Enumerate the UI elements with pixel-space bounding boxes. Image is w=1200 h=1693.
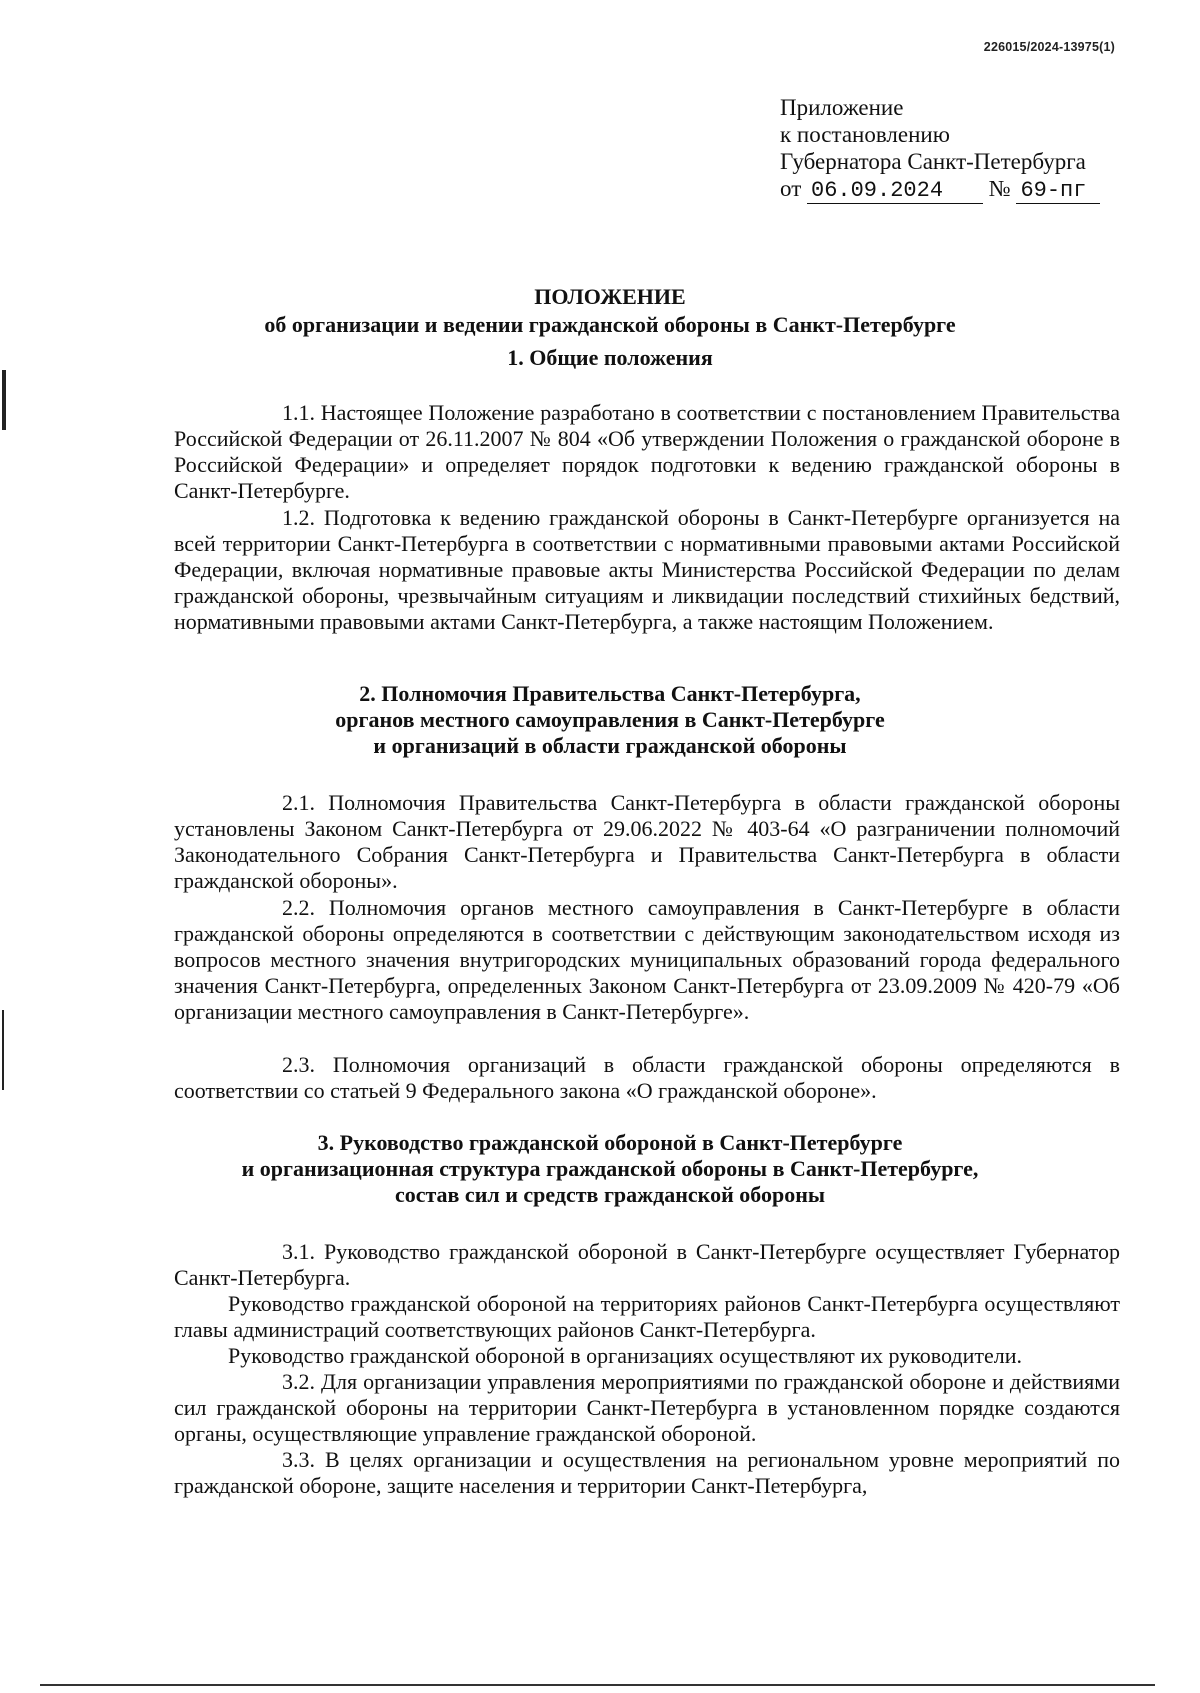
paragraph-1-1 bbox=[174, 400, 1120, 504]
paragraph-1-2 bbox=[174, 505, 1120, 635]
from-label: от bbox=[780, 176, 802, 201]
document-title bbox=[170, 283, 1050, 339]
section-3-heading bbox=[170, 1130, 1050, 1208]
section-heading-line: 1. Общие положения bbox=[507, 345, 713, 370]
title-sub: об организации и ведении гражданской обороны в Санкт-Петербурге bbox=[264, 312, 956, 337]
appendix-line: Приложение bbox=[780, 95, 904, 120]
scan-bottom-line bbox=[40, 1684, 1155, 1686]
paragraph-text: Руководство гражданской обороной в организациях осуществляют их руководители. bbox=[228, 1343, 1022, 1368]
decree-number: 69-пг bbox=[1016, 179, 1100, 204]
appendix-block bbox=[780, 94, 1120, 204]
scan-edge-mark bbox=[2, 370, 6, 430]
appendix-date-line bbox=[780, 175, 1120, 204]
paragraph-text: Для организации управления мероприятиями по гражданской обороне и действиями сил гражданской обороны на территории Санкт-Петербурга в установленном порядке создаются органы, осуществляющие управление гражданской обороной. bbox=[174, 1369, 1120, 1446]
scan-edge-mark bbox=[2, 1010, 4, 1090]
section-heading-line: и организаций в области гражданской обороны bbox=[373, 733, 847, 758]
paragraph-3-1-organizations bbox=[174, 1343, 1120, 1369]
paragraph-text: Настоящее Положение разработано в соответствии с постановлением Правительства Российской Федерации от 26.11.2007 № 804 «Об утверждении Положения о гражданской обороне в Российской Федерации» и определяет порядок подготовки к ведению гражданской обороны в Санкт-Петербурге. bbox=[174, 400, 1120, 503]
paragraph-text: В целях организации и осуществления на региональном уровне мероприятий по гражданской обороне, защите населения и территории Санкт-Петербурга, bbox=[174, 1447, 1121, 1498]
section-heading-line: органов местного самоуправления в Санкт-Петербурге bbox=[335, 707, 885, 732]
document-registration-number: 226015/2024-13975(1) bbox=[983, 40, 1115, 54]
paragraph-3-1 bbox=[174, 1239, 1120, 1291]
title-main: ПОЛОЖЕНИЕ bbox=[534, 284, 686, 309]
paragraph-2-2 bbox=[174, 895, 1120, 1025]
paragraph-number: 3.1. bbox=[282, 1239, 315, 1264]
paragraph-number: 1.1. bbox=[282, 400, 315, 425]
section-heading-line: 2. Полномочия Правительства Санкт-Петербурга, bbox=[359, 681, 861, 706]
section-2-heading bbox=[170, 681, 1050, 759]
paragraph-3-1-districts bbox=[174, 1291, 1120, 1343]
appendix-line: к постановлению bbox=[780, 122, 950, 147]
paragraph-number: 2.2. bbox=[282, 895, 315, 920]
paragraph-number: 3.2. bbox=[282, 1369, 315, 1394]
appendix-line: Губернатора Санкт-Петербурга bbox=[780, 149, 1086, 174]
paragraph-text: Руководство гражданской обороной в Санкт-Петербурге осуществляет Губернатор Санкт-Петербурга. bbox=[174, 1239, 1120, 1290]
paragraph-text: Полномочия организаций в области гражданской обороны определяются в соответствии со статьей 9 Федерального закона «О гражданской обороне». bbox=[174, 1052, 1121, 1103]
paragraph-text: Полномочия органов местного самоуправления в Санкт-Петербурге в области гражданской обороны определяются в соответствии с действующим законодательством исходя из вопросов местного значения внутригородских муниципальных образований города федерального значения Санкт-Петербурга, определенных Законом Санкт-Петербурга от 23.09.2009 № 420-79 «Об организации местного самоуправления в Санкт-Петербурге». bbox=[174, 895, 1121, 1024]
paragraph-number: 3.3. bbox=[282, 1447, 315, 1472]
paragraph-text: Подготовка к ведению гражданской обороны в Санкт-Петербурге организуется на всей территории Санкт-Петербурга в соответствии с нормативными правовыми актами Российской Федерации, включая нормативные правовые акты Министерства Российской Федерации по делам гражданской обороны, чрезвычайным ситуациям и ликвидации последствий стихийных бедствий, нормативными правовыми актами Санкт-Петербурга, а также настоящим Положением. bbox=[174, 505, 1120, 634]
section-1-heading bbox=[170, 345, 1050, 371]
paragraph-2-3 bbox=[174, 1052, 1120, 1104]
paragraph-number: 2.1. bbox=[282, 790, 315, 815]
section-heading-line: 3. Руководство гражданской обороной в Санкт-Петербурге bbox=[317, 1130, 903, 1155]
paragraph-3-3 bbox=[174, 1447, 1120, 1499]
paragraph-text: Полномочия Правительства Санкт-Петербурга в области гражданской обороны установлены Законом Санкт-Петербурга от 29.06.2022 № 403-64 «О разграничении полномочий Законодательного Собрания Санкт-Петербурга и Правительства Санкт-Петербурга в области гражданской обороны». bbox=[174, 790, 1120, 893]
section-heading-line: и организационная структура гражданской обороны в Санкт-Петербурге, bbox=[241, 1156, 979, 1181]
paragraph-text: Руководство гражданской обороной на территориях районов Санкт-Петербурга осуществляют главы администраций соответствующих районов Санкт-Петербурга. bbox=[174, 1291, 1120, 1342]
paragraph-2-1 bbox=[174, 790, 1120, 894]
paragraph-3-2 bbox=[174, 1369, 1120, 1447]
decree-date: 06.09.2024 bbox=[807, 179, 983, 204]
paragraph-number: 2.3. bbox=[282, 1052, 315, 1077]
paragraph-number: 1.2. bbox=[282, 505, 315, 530]
section-heading-line: состав сил и средств гражданской обороны bbox=[394, 1182, 826, 1207]
number-label: № bbox=[988, 176, 1011, 201]
